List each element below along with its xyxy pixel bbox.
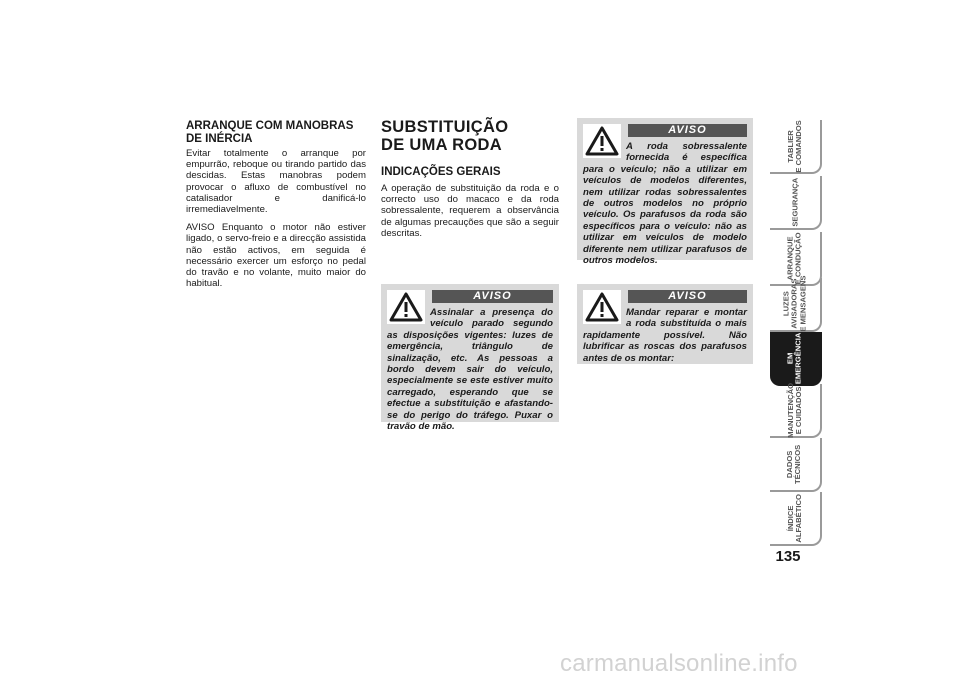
tab-em-emergencia[interactable]	[770, 332, 822, 386]
warning-triangle-icon	[583, 290, 621, 324]
paragraph: AVISO Enquanto o motor não estiver ligado, o servo-freio e a direcção assistida não estão activos, em seguida é necessário exercer um esforço no pedal do travão e no volante, muito maior do habitual.	[186, 222, 366, 290]
tab-label: ARRANQUE E CONDUÇÃO	[785, 232, 803, 284]
tab-label: TABLIER E COMANDOS	[785, 119, 804, 173]
tab-tablier-e-comandos[interactable]	[770, 120, 822, 174]
warning-text: Mandar reparar e montar a roda substituída o mais rapidamente possível. Não lubrificar as roscas dos parafusos antes de os montar:	[583, 307, 747, 364]
warning-triangle-icon	[583, 124, 621, 158]
tab-label: SEGURANÇA	[789, 177, 799, 227]
section-heading: ARRANQUE COM MANOBRAS DE INÉRCIA	[186, 120, 354, 145]
warning-text: A roda sobressalente fornecida é específica para o veículo; não a utilizar em veículos de modelos diferentes, nem utilizar rodas sobressalentes de outros modelos no próprio veículo. Os parafusos da roda são específicos para o veículo: não as utilizar em veículos de modelo diferente nem utilizar parafusos de outros modelos.	[583, 141, 747, 267]
warning-label: AVISO	[628, 290, 747, 303]
warning-text: Assinalar a presença do veículo parado segundo as disposições vigentes: luzes de emergência, triângulo de sinalização, etc. As pessoas a bordo devem sair do veículo, especialmente se este estiver muito carregado, esperando que se efectue a substituição e afastando-se do perigo do tráfego. Puxar o travão de mão.	[387, 307, 553, 433]
tab-label: EM EMERGÊNCIA	[785, 332, 804, 384]
tab-indice-alfabetico[interactable]	[770, 492, 822, 546]
tab-seguranca[interactable]	[770, 176, 822, 230]
title-line: SUBSTITUIÇÃO	[381, 118, 509, 136]
tab-label: LUZES AVISADORAS E MENSAGENS	[781, 275, 808, 333]
subheading: INDICAÇÕES GERAIS	[381, 166, 501, 178]
paragraph: A operação de substituição da roda e o correcto uso do macaco e da roda sobressalente, requerem a observância de algumas precauções que são a seguir descritas.	[381, 183, 559, 239]
warning-box	[577, 118, 753, 267]
tab-label: DADOS TÉCNICOS	[785, 444, 803, 484]
tab-dados-tecnicos[interactable]	[770, 438, 822, 492]
tab-luzes-avisadoras[interactable]	[770, 275, 822, 333]
tab-label: ÍNDICE ALFABÉTICO	[785, 493, 803, 543]
paragraph: Evitar totalmente o arranque por empurrão, reboque ou tirando partido das descidas. Estas manobras podem provocar o afluxo de combustível no catalisador e danificá-lo irremediavelmente.	[186, 148, 366, 216]
warning-box	[577, 284, 753, 364]
page-title	[381, 118, 559, 154]
section-wheel-replacement	[381, 118, 559, 246]
section-starting-by-inertia	[186, 120, 366, 296]
title-line: DE UMA RODA	[381, 136, 502, 154]
warning-box	[381, 284, 559, 433]
warning-triangle-icon	[387, 290, 425, 324]
watermark: carmanualsonline.info	[560, 650, 798, 677]
warning-label: AVISO	[432, 290, 553, 303]
tab-label: MANUTENÇÃO E CUIDADOS	[785, 382, 803, 438]
tab-manutencao-e-cuidados[interactable]	[770, 384, 822, 438]
page-number: 135	[775, 548, 801, 565]
warning-label: AVISO	[628, 124, 747, 137]
